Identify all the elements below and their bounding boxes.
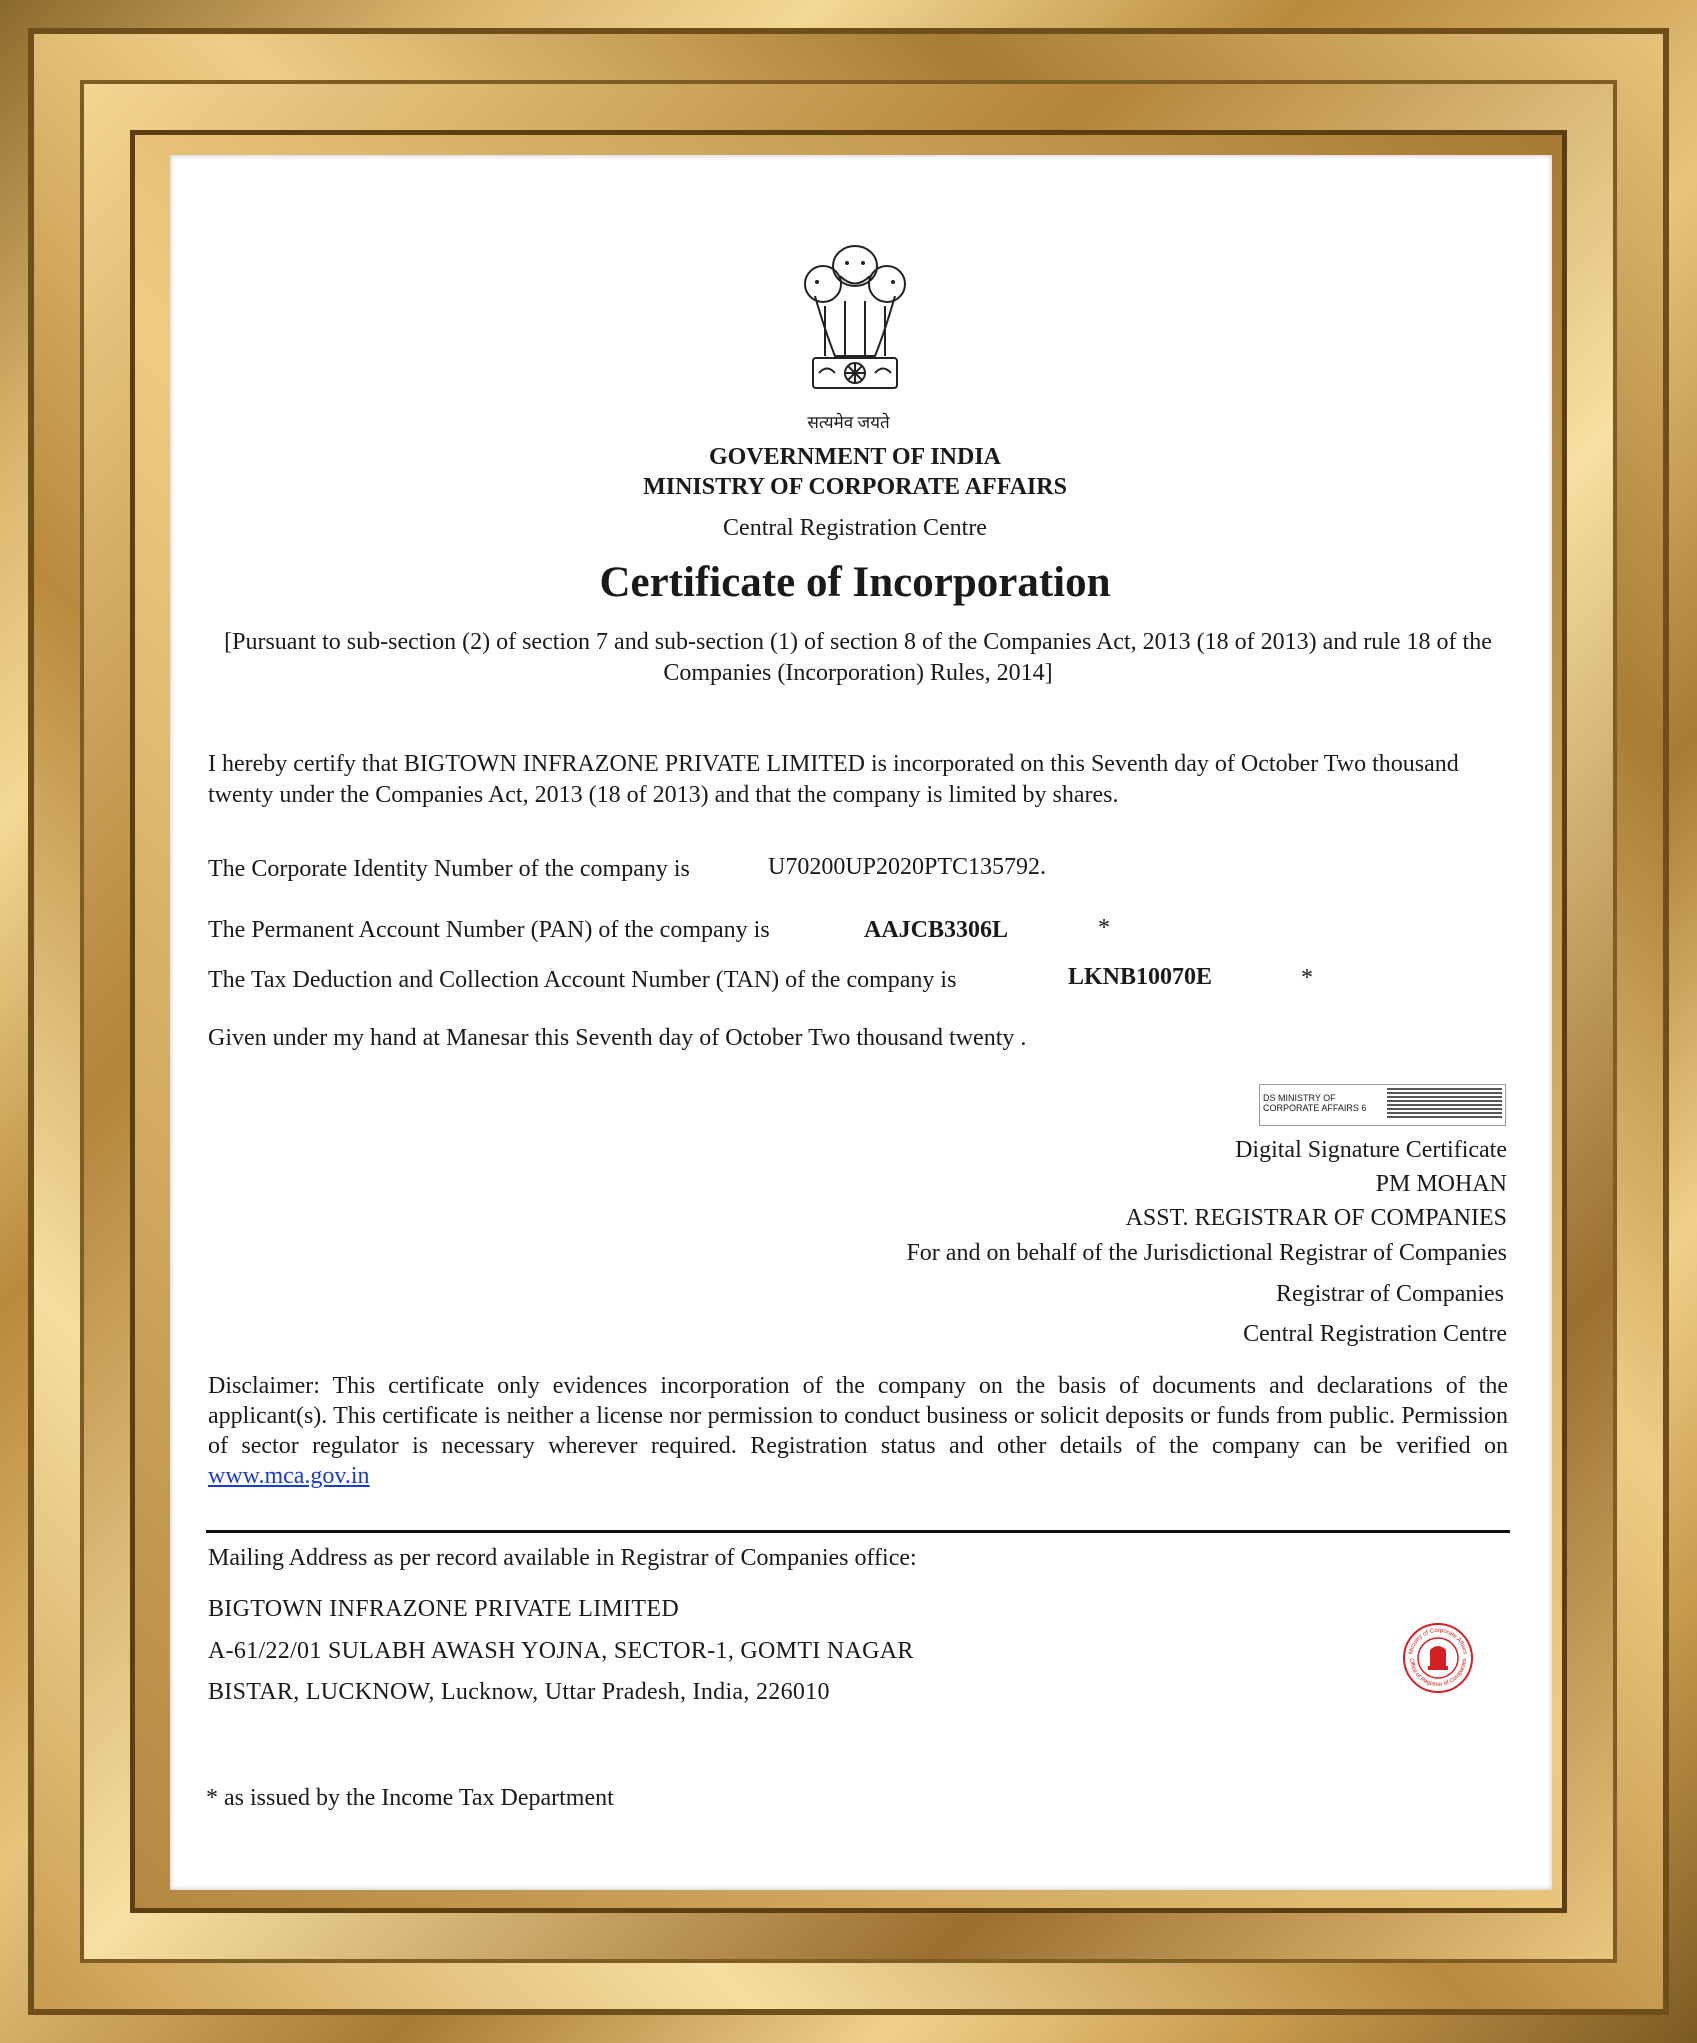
sig-designation: ASST. REGISTRAR OF COMPANIES [1125, 1205, 1507, 1231]
mca-website-link[interactable]: www.mca.gov.in [208, 1463, 370, 1489]
pan-label: The Permanent Account Number (PAN) of the company is [208, 917, 770, 943]
cin-label: The Corporate Identity Number of the company is [208, 856, 690, 882]
digital-signature-stamp [1259, 1084, 1506, 1126]
address-line-2: A-61/22/01 SULABH AWASH YOJNA, SECTOR-1, GOMTI NAGAR [208, 1638, 914, 1664]
cin-value: U70200UP2020PTC135792. [768, 854, 1047, 880]
address-line-3: BISTAR, LUCKNOW, Lucknow, Uttar Pradesh, India, 226010 [208, 1679, 830, 1705]
registration-centre: Central Registration Centre [723, 515, 987, 541]
gov-line-2: MINISTRY OF CORPORATE AFFAIRS [643, 474, 1067, 500]
disclaimer-text: Disclaimer: This certificate only evidences incorporation of the company on the basis of documents and declarations of the applicant(s). This certificate is neither a license nor permission to conduct business or solicit deposits or funds from public. Permission of sector regulator is necessary wherever required. Registration status and other details of the company can be verified on [208, 1373, 1508, 1459]
certification-statement: I hereby certify that BIGTOWN INFRAZONE PRIVATE LIMITED is incorporated on this Seventh day of October Two thousand twenty under the Companies Act, 2013 (18 of 2013) and that the company is limited by shares. [208, 751, 1459, 808]
sig-name: PM MOHAN [1375, 1171, 1507, 1197]
footnote: * as issued by the Income Tax Department [206, 1785, 614, 1811]
seal-bottom-text: Office of Registrar of Companies [1407, 1657, 1469, 1689]
certificate-title: Certificate of Incorporation [599, 559, 1111, 606]
tan-label: The Tax Deduction and Collection Account Number (TAN) of the company is [208, 967, 957, 993]
sig-behalf: For and on behalf of the Jurisdictional Registrar of Companies [906, 1240, 1507, 1266]
national-emblem-icon [795, 236, 915, 421]
sig-registrar: Registrar of Companies [1276, 1281, 1504, 1307]
roc-seal-icon [1402, 1622, 1474, 1694]
tan-value: LKNB10070E [1068, 964, 1213, 990]
pan-footnote-mark: * [1098, 915, 1110, 941]
sig-centre: Central Registration Centre [1243, 1321, 1507, 1347]
given-under-hand: Given under my hand at Manesar this Seventh day of October Two thousand twenty . [208, 1025, 1027, 1051]
section-divider [206, 1530, 1510, 1533]
ds-signer [1263, 1093, 1385, 1113]
address-line-1: BIGTOWN INFRAZONE PRIVATE LIMITED [208, 1596, 679, 1622]
tan-footnote-mark: * [1301, 965, 1313, 991]
seal-top-text: Ministry of Corporate Affairs [1408, 1627, 1468, 1655]
mailing-heading: Mailing Address as per record available in Registrar of Companies office: [208, 1545, 917, 1571]
ds-line-1: DS MINISTRY OF [1263, 1093, 1336, 1103]
sig-digital-certificate: Digital Signature Certificate [1235, 1137, 1507, 1163]
disclaimer [208, 1371, 1508, 1491]
ds-line-2: CORPORATE AFFAIRS 6 [1263, 1103, 1367, 1113]
gov-line-1: GOVERNMENT OF INDIA [708, 444, 1002, 470]
government-heading [0, 442, 1697, 502]
emblem-motto: सत्यमेव जयते [807, 413, 890, 432]
ds-fine-print [1387, 1088, 1502, 1122]
pan-value: AAJCB3306L [864, 917, 1009, 943]
pursuant-clause: [Pursuant to sub-section (2) of section 7 and sub-section (1) of section 8 of the Companies Act, 2013 (18 of 2013) and rule 18 of the Companies (Incorporation) Rules, 2014] [224, 629, 1492, 686]
